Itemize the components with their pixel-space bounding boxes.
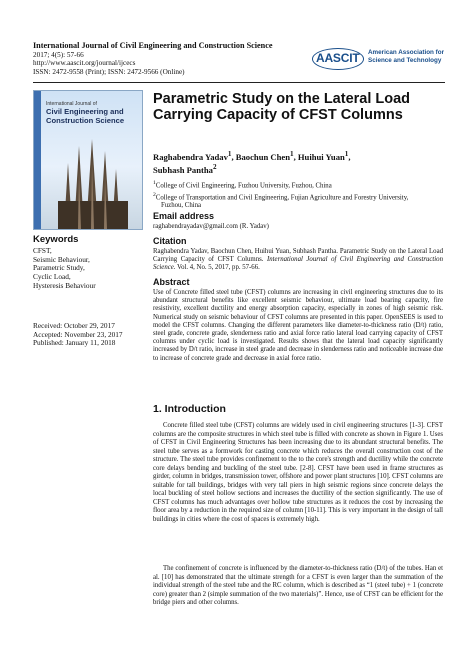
journal-issue: 2017; 4(5): 57-66 xyxy=(33,50,84,59)
citation-text xyxy=(153,248,443,272)
affiliation-text: Fuzhou, China xyxy=(161,202,202,210)
journal-url[interactable]: http://www.aascit.org/journal/ijcecs xyxy=(33,59,136,68)
email-address[interactable]: raghabendrayadav@gmail.com (R. Yadav) xyxy=(153,223,269,230)
keywords-heading: Keywords xyxy=(33,234,79,245)
citation-heading: Citation xyxy=(153,236,187,246)
affiliation-text: College of Civil Engineering, Fuzhou University, Fuzhou, China xyxy=(155,182,332,190)
accepted-date: Accepted: November 23, 2017 xyxy=(33,329,123,339)
publisher-brand: AASCIT xyxy=(316,51,360,65)
abstract-heading: Abstract xyxy=(153,277,190,287)
author-name: Huihui Yuan xyxy=(297,151,345,162)
paper-title: Parametric Study on the Lateral Load Carrying Capacity of CFST Columns xyxy=(153,91,411,123)
publisher-name: American Association for Science and Technology xyxy=(368,49,445,64)
header-divider xyxy=(33,82,445,83)
keyword-item: Cyclic Load, xyxy=(33,272,71,282)
keyword-item: CFST, xyxy=(33,246,52,255)
keyword-item: Hysteresis Behaviour xyxy=(33,280,96,290)
citation-tail: Vol. 4, No. 5, 2017, pp. 57-66. xyxy=(177,264,260,272)
introduction-heading: 1. Introduction xyxy=(153,403,226,415)
affiliation-item xyxy=(153,179,453,191)
citation-journal: International Journal of Civil Engineering and Construction Science. xyxy=(153,256,443,272)
author-separator: , xyxy=(348,151,351,162)
publisher-logo xyxy=(312,45,452,73)
journal-title: International Journal of Civil Engineering and Construction Science xyxy=(33,41,273,50)
affiliation-text: College of Transportation and Civil Engineering, Fujian Agriculture and Forestry University, xyxy=(155,193,409,201)
affiliation-mark: 1 xyxy=(153,180,156,186)
author-affiliation-mark: 2 xyxy=(212,163,217,172)
publication-dates xyxy=(33,322,123,348)
abstract-text: Use of Concrete filled steel tube (CFST) columns are increasing in civil engineering structures due to its abundant structural benefits like excellent seismic behaviour, ultimate load bearing capacity, fire resistivity, excellent ductility and energy absorption capacity, especially in zones of high seismic risk. Numerical study on seismic behaviour of CFST columns are presented in this paper. OpenSEES is used to model the CFST columns. Changing the different parameters like diameter-to-thickness ratio (D/t) ratio, steel grade, concrete grade, slenderness ratio and axial force ratio lateral load carrying capacity of CFST columns under cyclic load is investigated. Results shows that the lateral load capacity significantly increased by D/t ratio, increase in steel grade and decrease in slenderness ratio and noticeable increase due to increase of concrete grade and decrease in axial force ratio. xyxy=(153,289,443,362)
affiliation-item xyxy=(153,191,453,203)
citation-body: Raghabendra Yadav, Baochun Chen, Huihui Yuan, Subhash Pantha. Parametric Study on the Lateral Load Carrying Capacity of CFST Columns. xyxy=(153,248,443,264)
keyword-list xyxy=(33,247,96,291)
keyword-item: Seismic Behaviour, xyxy=(33,254,90,264)
journal-issn: ISSN: 2472-9558 (Print); ISSN: 2472-9566 (Online) xyxy=(33,67,185,76)
author-name: Subhash Pantha xyxy=(153,165,213,176)
email-heading: Email address xyxy=(153,211,215,221)
author-list xyxy=(153,149,453,176)
author-affiliation-mark: 1 xyxy=(227,150,232,158)
introduction-paragraph-2: The confinement of concrete is influenced by the diameter-to-thickness ratio (D/t) of the tubes. Han et al. [10] has demonstrated that the ultimate strength for a CFST is even larger than the summation of the individual strength of the steel tube and the RC column, which is described as “1 (steel tube) + 1 (concrete core) greater than 2 (simple summation of the two materials)”. Hence, use of CFST can be efficient for the bridge piers and other columns. xyxy=(153,565,443,607)
author-separator: , xyxy=(231,151,236,162)
affiliation-list xyxy=(153,179,453,211)
received-date: Received: October 29, 2017 xyxy=(33,321,115,330)
affiliation-item xyxy=(153,202,453,210)
affiliation-mark: 2 xyxy=(153,191,156,198)
keyword-item: Parametric Study, xyxy=(33,263,85,273)
author-separator: , xyxy=(293,151,298,162)
journal-cover-image xyxy=(33,90,143,230)
cathedral-illustration xyxy=(34,91,142,229)
published-date: Published: January 11, 2018 xyxy=(33,338,116,348)
author-affiliation-mark: 1 xyxy=(290,150,294,158)
cover-subtitle: International Journal of xyxy=(46,101,97,107)
introduction-paragraph-1: Concrete filled steel tube (CFST) columns are widely used in civil engineering structures [1-3]. CFST columns are the composite structures in which steel tube is filled with concrete as shown in Figure 1. Uses of CFST in Civil Engineering Structures has been increasing due to its abundant structural benefits. The steel tube serves as a formwork for casting concrete which reduces the overall construction cost of the structure. The steel tube provides confinement to the to the core's strength and ductility while the concrete core delays bending and buckling of the steel tube. [2-8]. CFST have been used in frame structures as girder, column in bridges, transmission tower, offshore and power plant structures [10]. CFST columns are suitable for tall buildings, bridges with very tall piers in high seismic regions since concrete delays the local buckling of steel hollow sections and increases the ductility of the section significantly. The use of CFST columns has much advantages over hollow tube structures as it reduces the cost by increasing the floor area by a reduction in the required size of column [10-11]. This is very important in the design of tall buildings in cities where the cost of spaces is extremely high. xyxy=(153,422,443,524)
journal-header xyxy=(33,42,293,76)
author-name: Baochun Chen xyxy=(235,151,290,162)
author-name: Raghabendra Yadav xyxy=(153,151,228,162)
cover-title: Civil Engineering and Construction Science xyxy=(46,107,125,125)
author-affiliation-mark: 1 xyxy=(344,150,349,158)
